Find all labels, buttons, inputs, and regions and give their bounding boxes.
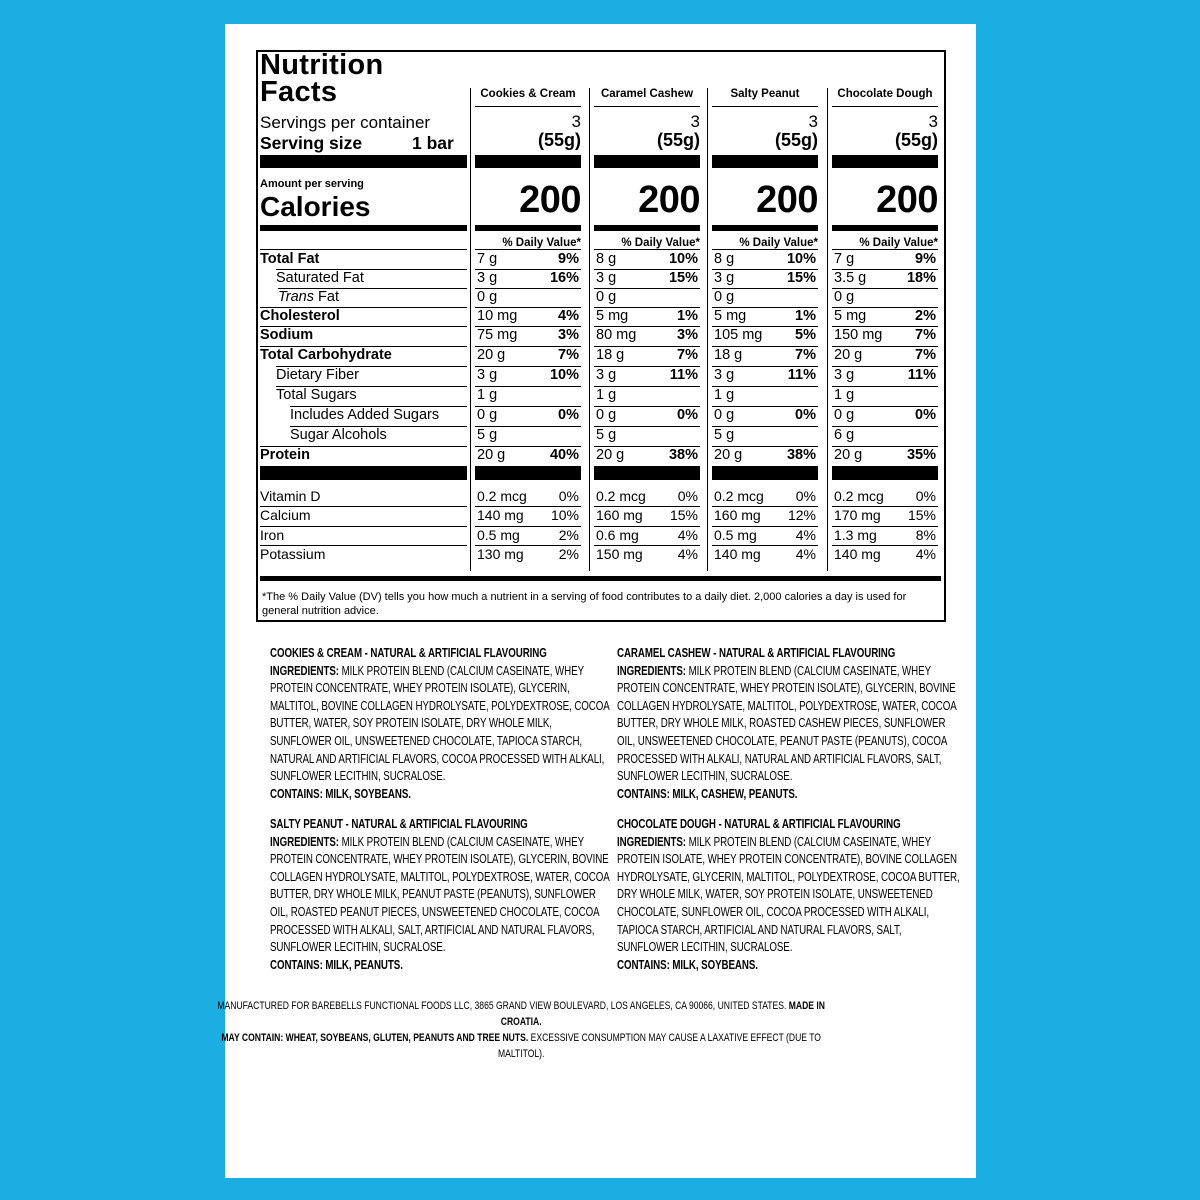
bottom-rule: [260, 576, 941, 581]
nutrient-amount: 20 g: [834, 447, 863, 463]
thick-rule: [475, 466, 581, 480]
vitamin-amount: 150 mg: [596, 546, 643, 562]
vitamin-amount: 0.5 mg: [714, 527, 757, 543]
nutrient-dv: 15%: [786, 270, 816, 286]
vitamin-dv: 4%: [795, 527, 816, 543]
serving-size-grams: (55g): [894, 130, 938, 150]
nutrient-amount: 20 g: [714, 447, 743, 463]
vitamin-dv: 2%: [558, 527, 579, 543]
title-line-2: Facts: [260, 76, 338, 108]
nutrient-label-text: Saturated Fat: [276, 270, 364, 286]
row-rule: [290, 426, 467, 427]
nutrient-label-text: Total Carbohydrate: [260, 347, 392, 363]
manufacturer-address: MANUFACTURED FOR BAREBELLS FUNCTIONAL FOODS LLC, 3865 GRAND VIEW BOULEVARD, LOS ANGELES, CA 90066, UNITED STATES.: [217, 1000, 787, 1012]
nutrient-dv: 9%: [558, 251, 579, 267]
nutrient-amount: 80 mg: [596, 327, 637, 343]
nutrient-dv: 0%: [915, 407, 936, 423]
vitamin-label: Potassium: [260, 546, 326, 562]
nutrient-dv: 38%: [668, 447, 698, 463]
title-line-1: Nutrition: [260, 49, 384, 81]
row-rule: [260, 249, 467, 250]
thick-rule: [594, 466, 700, 480]
nutrient-amount: 7 g: [477, 251, 498, 267]
nutrient-amount: 1 g: [477, 387, 498, 403]
product-name: Caramel Cashew: [600, 88, 694, 100]
calories-value: 200: [756, 179, 818, 221]
nutrient-dv: 9%: [915, 251, 936, 267]
ingredients-heading: CHOCOLATE DOUGH - NATURAL & ARTIFICIAL FLAVOURING: [617, 817, 901, 831]
row-rule: [594, 249, 700, 250]
nutrient-amount: 3 g: [477, 270, 498, 286]
ingredients-block: [270, 645, 613, 803]
nutrient-dv: 11%: [787, 367, 816, 383]
nutrient-amount: 10 mg: [477, 308, 518, 324]
thick-rule: [260, 466, 467, 480]
column-divider: [470, 88, 471, 571]
nutrient-amount: 5 g: [596, 427, 617, 443]
thick-rule: [260, 155, 467, 168]
row-rule: [260, 545, 467, 546]
nutrient-dv: 2%: [915, 308, 936, 324]
manufacturer-info: [217, 998, 825, 1062]
nutrient-label: [278, 289, 339, 305]
serving-size-grams: (55g): [656, 130, 700, 150]
row-rule: [276, 386, 467, 387]
ingredients-block: [617, 816, 960, 974]
ingredients-text: MILK PROTEIN BLEND (CALCIUM CASEINATE, WHEY PROTEIN ISOLATE, WHEY PROTEIN CONCENTRATE), BOVINE COLLAGEN HYDROLYSATE, GLYCERIN, MALTITOL, POLYDEXTROSE, COCOA BUTTER, DRY WHOLE MILK, WATER, SOY PROTEIN ISOLATE, UNSWEETENED CHOCOLATE, SUNFLOWER OIL, COCOA PROCESSED WITH ALKALI, TAPIOCA STARCH, ARTIFICIAL AND NATURAL FLAVORS, SALT, SUNFLOWER LECITHIN, SUCRALOSE.: [617, 834, 960, 955]
vitamin-dv: 15%: [669, 507, 698, 523]
vitamin-dv: 15%: [907, 507, 936, 523]
nutrient-amount: 1 g: [714, 387, 735, 403]
ingredients-text: MILK PROTEIN BLEND (CALCIUM CASEINATE, WHEY PROTEIN CONCENTRATE, WHEY PROTEIN ISOLATE), GLYCERIN, BOVINE COLLAGEN HYDROLYSATE, MALTITOL, POLYDEXTROSE, WATER, COCOA BUTTER, DRY WHOLE MILK, ROASTED CASHEW PIECES, SUNFLOWER OIL, UNSWEETENED CHOCOLATE, PEANUT PASTE (PEANUTS), COCOA PROCESSED WITH ALKALI, NATURAL AND ARTIFICIAL FLAVORS, SALT, SUNFLOWER LECITHIN, SUCRALOSE.: [617, 663, 957, 784]
nutrient-dv: 7%: [677, 347, 698, 363]
nutrient-dv: 5%: [795, 327, 816, 343]
ingredients-heading: COOKIES & CREAM - NATURAL & ARTIFICIAL FLAVOURING: [270, 646, 547, 660]
dv-header: % Daily Value*: [859, 237, 938, 249]
vitamin-dv: 0%: [558, 488, 579, 504]
vitamin-dv: 10%: [550, 507, 579, 523]
medium-rule: [594, 225, 700, 231]
vitamin-amount: 140 mg: [834, 546, 881, 562]
vitamin-label: Iron: [260, 527, 285, 543]
nutrient-dv: 0%: [677, 407, 698, 423]
ingredients-label: INGREDIENTS:: [270, 663, 339, 678]
nutrient-label: [260, 447, 310, 463]
row-rule: [260, 346, 467, 347]
nutrient-dv: 3%: [558, 327, 579, 343]
nutrient-label: [276, 387, 357, 403]
nutrient-amount: 5 mg: [596, 308, 629, 324]
nutrient-amount: 0 g: [596, 407, 617, 423]
vitamin-dv: 0%: [795, 488, 816, 504]
servings-value: 3: [808, 112, 818, 131]
ingredients-label: INGREDIENTS:: [617, 663, 686, 678]
nutrient-dv: 11%: [907, 367, 936, 383]
column-rule: [594, 106, 700, 107]
column-rule: [832, 106, 938, 107]
nutrient-label-text: Cholesterol: [260, 308, 340, 324]
nutrient-amount: 150 mg: [834, 327, 883, 343]
nutrient-label-text: Sugar Alcohols: [290, 427, 387, 443]
dv-header: % Daily Value*: [621, 237, 700, 249]
nutrient-dv: 16%: [549, 270, 579, 286]
nutrient-label: [260, 327, 313, 343]
vitamin-amount: 140 mg: [477, 507, 524, 523]
vitamin-amount: 160 mg: [714, 507, 761, 523]
nutrition-facts-title: [260, 49, 384, 108]
vitamin-amount: 170 mg: [834, 507, 881, 523]
allergen-contains: CONTAINS: MILK, CASHEW, PEANUTS.: [617, 786, 798, 801]
nutrient-dv: 1%: [795, 308, 816, 324]
vitamin-dv: 8%: [915, 527, 936, 543]
nutrient-amount: 18 g: [714, 347, 743, 363]
row-rule: [260, 307, 467, 308]
servings-value: 3: [571, 112, 581, 131]
fat-word: Fat: [318, 289, 339, 305]
nutrient-label: [260, 308, 340, 324]
nutrient-label-text: Total Sugars: [276, 387, 357, 403]
vitamin-label: Calcium: [260, 507, 311, 523]
ingredients-heading: SALTY PEANUT - NATURAL & ARTIFICIAL FLAVOURING: [270, 817, 528, 831]
thick-rule: [832, 155, 938, 168]
medium-rule: [712, 225, 818, 231]
nutrient-dv: 7%: [915, 327, 936, 343]
nutrient-amount: 0 g: [834, 289, 855, 305]
column-divider: [707, 88, 708, 571]
nutrition-facts-panel: [256, 50, 946, 622]
nutrient-amount: 3 g: [596, 270, 617, 286]
ingredients-block: [270, 816, 613, 974]
nutrient-amount: 18 g: [596, 347, 625, 363]
row-rule: [260, 446, 467, 447]
row-rule: [712, 249, 818, 250]
ingredients-label: INGREDIENTS:: [270, 834, 339, 849]
nutrient-dv: 18%: [906, 270, 936, 286]
vitamin-dv: 0%: [677, 488, 698, 504]
column-divider: [589, 88, 590, 571]
nutrient-amount: 0 g: [714, 289, 735, 305]
nutrient-dv: 7%: [558, 347, 579, 363]
serving-size-grams: (55g): [774, 130, 818, 150]
nutrient-amount: 0 g: [834, 407, 855, 423]
calories-label: Calories: [260, 191, 371, 222]
servings-label: Servings per container: [260, 113, 431, 132]
nutrient-dv: 1%: [677, 308, 698, 324]
ingredients-label: INGREDIENTS:: [617, 834, 686, 849]
nutrient-amount: 0 g: [596, 289, 617, 305]
may-contain: MAY CONTAIN: WHEAT, SOYBEANS, GLUTEN, PEANUTS AND TREE NUTS.: [221, 1032, 529, 1044]
nutrient-label: [260, 251, 319, 267]
vitamin-amount: 160 mg: [596, 507, 643, 523]
row-rule: [475, 249, 581, 250]
nutrient-amount: 20 g: [477, 447, 506, 463]
made-in: MADE IN CROATIA.: [500, 1000, 825, 1028]
vitamin-dv: 4%: [677, 527, 698, 543]
row-rule: [290, 406, 467, 407]
calories-value: 200: [638, 179, 700, 221]
vitamin-label: Vitamin D: [260, 488, 321, 504]
nutrient-amount: 8 g: [596, 251, 617, 267]
vitamin-amount: 0.2 mcg: [596, 488, 646, 504]
vitamin-dv: 12%: [787, 507, 816, 523]
vitamin-amount: 0.2 mcg: [834, 488, 884, 504]
product-name: Cookies & Cream: [480, 88, 576, 100]
nutrient-label: [260, 347, 392, 363]
nutrient-amount: 0 g: [477, 407, 498, 423]
dv-header: % Daily Value*: [739, 237, 818, 249]
nutrient-amount: 20 g: [596, 447, 625, 463]
thick-rule: [594, 155, 700, 168]
column-rule: [712, 106, 818, 107]
nutrient-amount: 20 g: [477, 347, 506, 363]
column-divider: [827, 88, 828, 571]
vitamin-amount: 0.2 mcg: [714, 488, 764, 504]
nutrient-amount: 0 g: [714, 407, 735, 423]
thick-rule: [832, 466, 938, 480]
medium-rule: [260, 225, 467, 231]
nutrient-label-text: Dietary Fiber: [276, 367, 359, 383]
allergen-contains: CONTAINS: MILK, PEANUTS.: [270, 957, 403, 972]
allergen-contains: CONTAINS: MILK, SOYBEANS.: [270, 786, 411, 801]
vitamin-amount: 0.2 mcg: [477, 488, 527, 504]
row-rule: [276, 366, 467, 367]
ingredients-text: MILK PROTEIN BLEND (CALCIUM CASEINATE, WHEY PROTEIN CONCENTRATE, WHEY PROTEIN ISOLATE), GLYCERIN, BOVINE COLLAGEN HYDROLYSATE, MALTITOL, POLYDEXTROSE, WATER, COCOA BUTTER, DRY WHOLE MILK, PEANUT PASTE (PEANUTS), SUNFLOWER OIL, ROASTED PEANUT PIECES, UNSWEETENED CHOCOLATE, COCOA PROCESSED WITH ALKALI, SALT, ARTIFICIAL AND NATURAL FLAVORS, SUNFLOWER LECITHIN, SUCRALOSE.: [270, 834, 610, 955]
nutrient-amount: 20 g: [834, 347, 863, 363]
vitamin-dv: 0%: [915, 488, 936, 504]
vitamin-amount: 0.5 mg: [477, 527, 520, 543]
serving-size-value: 1 bar: [412, 133, 454, 153]
nutrient-amount: 5 g: [477, 427, 498, 443]
serving-size-label: Serving size: [260, 133, 363, 153]
allergen-contains: CONTAINS: MILK, SOYBEANS.: [617, 957, 758, 972]
nutrient-amount: 1 g: [834, 387, 855, 403]
trans-italic: Trans: [278, 289, 314, 305]
thick-rule: [712, 155, 818, 168]
ingredients-text: MILK PROTEIN BLEND (CALCIUM CASEINATE, WHEY PROTEIN CONCENTRATE, WHEY PROTEIN ISOLATE), GLYCERIN, MALTITOL, BOVINE COLLAGEN HYDROLYSATE, POLYDEXTROSE, COCOA BUTTER, WATER, SOY PROTEIN ISOLATE, DRY WHOLE MILK, SUNFLOWER OIL, UNSWEETENED CHOCOLATE, TAPIOCA STARCH, NATURAL AND ARTIFICIAL FLAVORS, COCOA PROCESSED WITH ALKALI, SUNFLOWER LECITHIN, SUCRALOSE.: [270, 663, 610, 784]
calories-value: 200: [876, 179, 938, 221]
nutrient-label-text: Sodium: [260, 327, 314, 343]
nutrient-amount: 3.5 g: [834, 270, 867, 286]
row-rule: [278, 288, 467, 289]
nutrient-amount: 5 mg: [834, 308, 867, 324]
ingredients-heading: CARAMEL CASHEW - NATURAL & ARTIFICIAL FLAVOURING: [617, 646, 896, 660]
nutrient-label-text: Includes Added Sugars: [290, 407, 440, 423]
calories-value: 200: [519, 179, 581, 221]
vitamin-dv: 4%: [915, 546, 936, 562]
nutrient-dv: 10%: [549, 367, 579, 383]
medium-rule: [832, 225, 938, 231]
dv-header: % Daily Value*: [502, 237, 581, 249]
thick-rule: [712, 466, 818, 480]
nutrient-amount: 105 mg: [714, 327, 763, 343]
row-rule: [260, 506, 467, 507]
serving-size-grams: (55g): [537, 130, 581, 150]
nutrient-label: [276, 367, 359, 383]
nutrient-amount: 3 g: [596, 367, 617, 383]
amount-per-serving: Amount per serving: [260, 178, 364, 190]
nutrient-amount: 0 g: [477, 289, 498, 305]
nutrient-amount: 75 mg: [477, 327, 518, 343]
nutrient-amount: 3 g: [714, 367, 735, 383]
nutrient-dv: 10%: [668, 251, 698, 267]
nutrient-dv: 35%: [906, 447, 936, 463]
nutrient-amount: 3 g: [714, 270, 735, 286]
nutrient-dv: 7%: [915, 347, 936, 363]
row-rule: [276, 269, 467, 270]
nutrient-dv: 15%: [668, 270, 698, 286]
nutrient-dv: 38%: [786, 447, 816, 463]
column-rule: [475, 106, 581, 107]
medium-rule: [475, 225, 581, 231]
vitamin-dv: 2%: [558, 546, 579, 562]
vitamin-amount: 140 mg: [714, 546, 761, 562]
nutrient-dv: 40%: [549, 447, 579, 463]
nutrient-amount: 5 g: [714, 427, 735, 443]
vitamin-amount: 0.6 mg: [596, 527, 639, 543]
servings-value: 3: [928, 112, 938, 131]
nutrient-amount: 3 g: [834, 367, 855, 383]
ingredients-block: [617, 645, 960, 803]
nutrient-dv: 10%: [786, 251, 816, 267]
nutrient-dv: 0%: [795, 407, 816, 423]
vitamin-dv: 4%: [795, 546, 816, 562]
nutrient-label-text: Total Fat: [260, 251, 320, 267]
servings-value: 3: [690, 112, 700, 131]
nutrient-amount: 8 g: [714, 251, 735, 267]
product-name: Salty Peanut: [730, 88, 800, 100]
row-rule: [260, 326, 467, 327]
nutrient-amount: 3 g: [477, 367, 498, 383]
nutrient-amount: 7 g: [834, 251, 855, 267]
thick-rule: [475, 155, 581, 168]
product-name: Chocolate Dough: [837, 88, 933, 100]
nutrient-dv: 4%: [558, 308, 579, 324]
nutrient-label-text: Protein: [260, 447, 310, 463]
vitamin-dv: 4%: [677, 546, 698, 562]
row-rule: [832, 249, 938, 250]
vitamin-amount: 1.3 mg: [834, 527, 877, 543]
nutrient-amount: 1 g: [596, 387, 617, 403]
nutrient-label: [290, 407, 439, 423]
row-rule: [260, 526, 467, 527]
nutrient-label: [290, 427, 387, 443]
laxative-warning: EXCESSIVE CONSUMPTION MAY CAUSE A LAXATIVE EFFECT (DUE TO MALTITOL).: [497, 1032, 821, 1060]
nutrient-dv: 11%: [669, 367, 698, 383]
nutrient-amount: 5 mg: [714, 308, 747, 324]
nutrient-dv: 0%: [558, 407, 579, 423]
nutrient-dv: 7%: [795, 347, 816, 363]
nutrient-amount: 6 g: [834, 427, 855, 443]
footnote: *The % Daily Value (DV) tells you how much a nutrient in a serving of food contributes to a daily diet. 2,000 calories a day is used for general nutrition advice.: [262, 591, 907, 617]
vitamin-amount: 130 mg: [477, 546, 524, 562]
nutrient-label: [276, 270, 364, 286]
nutrient-dv: 3%: [677, 327, 698, 343]
